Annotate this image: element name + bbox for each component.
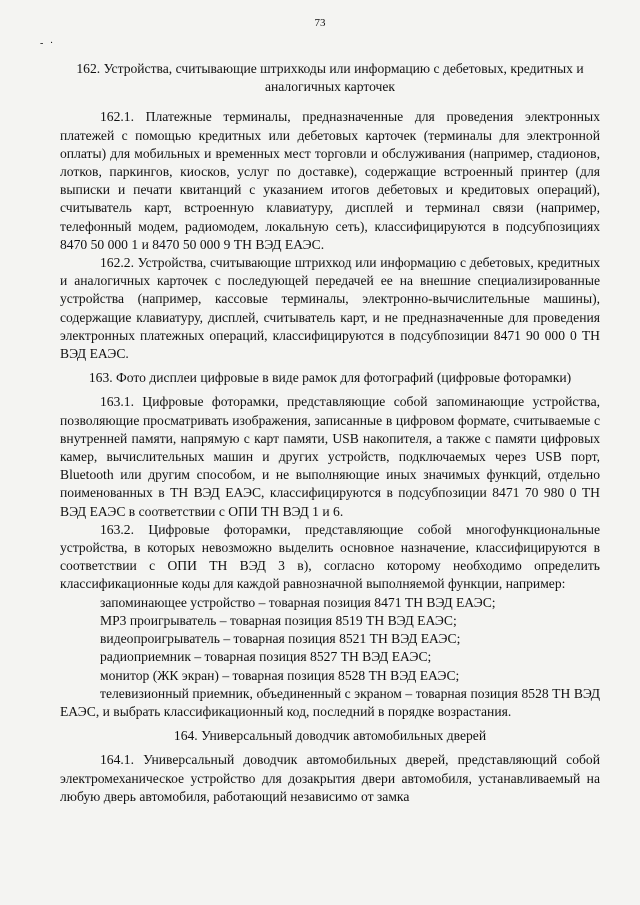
list-item: запоминающее устройство – товарная позиция 8471 ТН ВЭД ЕАЭС; (100, 594, 496, 610)
section-162-heading: 162. Устройства, считывающие штрихкоды или информацию с дебетовых, кредитных и аналогичных карточек (76, 61, 584, 95)
list-item: видеопроигрыватель – товарная позиция 8521 ТН ВЭД ЕАЭС; (100, 631, 461, 647)
list-item: монитор (ЖК экран) – товарная позиция 8528 ТН ВЭД ЕАЭС; (100, 667, 460, 683)
paragraph-162-2: 162.2. Устройства, считывающие штрихкод или информацию с дебетовых, кредитных и аналогичных карточек с последующей передачей ее на внешние специализированные устройства (например, кассовые терминалы, электронно-вычислительные машины), содержащие клавиатуру, дисплей, считыватель карт, и не предназначенные для проведения электронных платежных операций, классифицируются в подсубпозиции 8471 90 000 0 ТН ВЭД ЕАЭС. (60, 255, 600, 362)
list-item: радиоприемник – товарная позиция 8527 ТН ВЭД ЕАЭС; (100, 649, 432, 665)
section-164-heading: 164. Универсальный доводчик автомобильных дверей (173, 728, 487, 744)
list-item: MP3 проигрыватель – товарная позиция 8519 ТН ВЭД ЕАЭС; (100, 612, 457, 628)
page-number: 73 (314, 17, 326, 29)
paragraph-163-1: 163.1. Цифровые фоторамки, представляющие собой запоминающие устройства, позволяющие просматривать изображения, записанные в цифровом формате, считываемые с внутренней памяти, напрямую с карт памяти, USB накопителя, а также с памяти цифровых камер, вычислительных машин и других устройств, подключаемых через USB порт, Bluetooth или другим способом, и не выполняющие иных значимых функций, отдельно поименованных в ТН ВЭД ЕАЭС, классифицируются в подсубпозиции 8471 70 980 0 ТН ВЭД ЕАЭС в соответствии с ОПИ ТН ВЭД 1 и 6. (60, 394, 600, 519)
paragraph-164-1: 164.1. Универсальный доводчик автомобильных дверей, представляющий собой электромеханическое устройство для дозакрытия двери автомобиля, устанавливаемый на любую дверь автомобиля, работающий независимо от замка (60, 752, 600, 804)
page-content (60, 60, 600, 806)
section-163-heading: 163. Фото дисплеи цифровые в виде рамок для фотографий (цифровые фоторамки) (88, 370, 572, 386)
paragraph-163-2: 163.2. Цифровые фоторамки, представляющие собой многофункциональные устройства, в которых невозможно выделить основное назначение, классифицируются в соответствии с ОПИ ТН ВЭД 3 в), согласно которому необходимо определить классификационные коды для каждой равнозначной выполняемой функции, например: (60, 521, 600, 592)
paragraph-163-2-end: телевизионный приемник, объединенный с экраном – товарная позиция 8528 ТН ВЭД ЕАЭС, и выбрать классификационный код, последний в порядке возрастания. (60, 685, 600, 719)
paragraph-162-1: 162.1. Платежные терминалы, предназначенные для проведения электронных платежей с помощью кредитных или дебетовых карточек (терминалы для электронной оплаты) для мобильных и временных мест торговли и обслуживания (например, стадионов, лотков, паркингов, киосков, услуг по доставке), содержащие встроенный принтер (для выписки и печати квитанций с указанием итогов дебетовых и кредитовых операций), считыватель карт, встроенную клавиатуру, дисплей и терминал связи (например, телефонный модем, радиомодем, локальную сеть), классифицируются в подсубпозициях 8470 50 000 1 и 8470 50 000 9 ТН ВЭД ЕАЭС. (60, 109, 600, 252)
corner-mark: - · (40, 38, 56, 49)
